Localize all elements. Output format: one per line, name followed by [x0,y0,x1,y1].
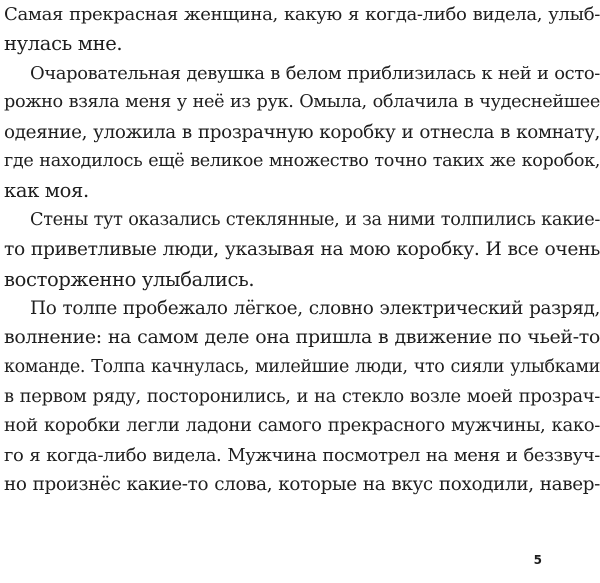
text-line: Самая прекрасная женщина, какую я когда-либо видела, улыб- [4,4,600,25]
text-line: рожно взяла меня у неё из рук. Омыла, облачила в чудеснейшее [4,92,600,113]
text-line: го я когда-либо видела. Мужчина посмотрел на меня и беззвуч- [4,444,600,466]
text-line: Стены тут оказались стеклянные, и за ними толпились какие- [30,209,600,230]
text-line: команде. Толпа качнулась, милейшие люди, что сияли улыбками [4,356,600,377]
text-line: По толпе пробежало лёгкое, словно электрический разряд, [30,297,600,319]
text-line: ной коробки легли ладони самого прекрасного мужчины, како- [4,415,600,437]
text-line: но произнёс какие-то слова, которые на вкус походили, навер- [4,474,600,496]
text-line: как моя. [4,179,89,203]
text-line: одеяние, уложила в прозрачную коробку и отнесла в комнату, [4,121,600,143]
text-line: то приветливые люди, указывая на мою коробку. И все очень [4,239,600,261]
text-line: нулась мне. [4,32,123,56]
text-line: волнение: на самом деле она пришла в движение по чьей-то [4,326,600,349]
body-text [4,0,600,500]
text-line: Очаровательная девушка в белом приблизилась к ней и осто- [30,62,600,84]
page-number: 5 [533,553,542,567]
text-line: где находилось ещё великое множество точно таких же коробок, [4,150,600,171]
text-line: в первом ряду, посторонились, и на стекло возле моей прозрач- [4,386,600,408]
text-line: восторженно улыбались. [4,267,255,291]
